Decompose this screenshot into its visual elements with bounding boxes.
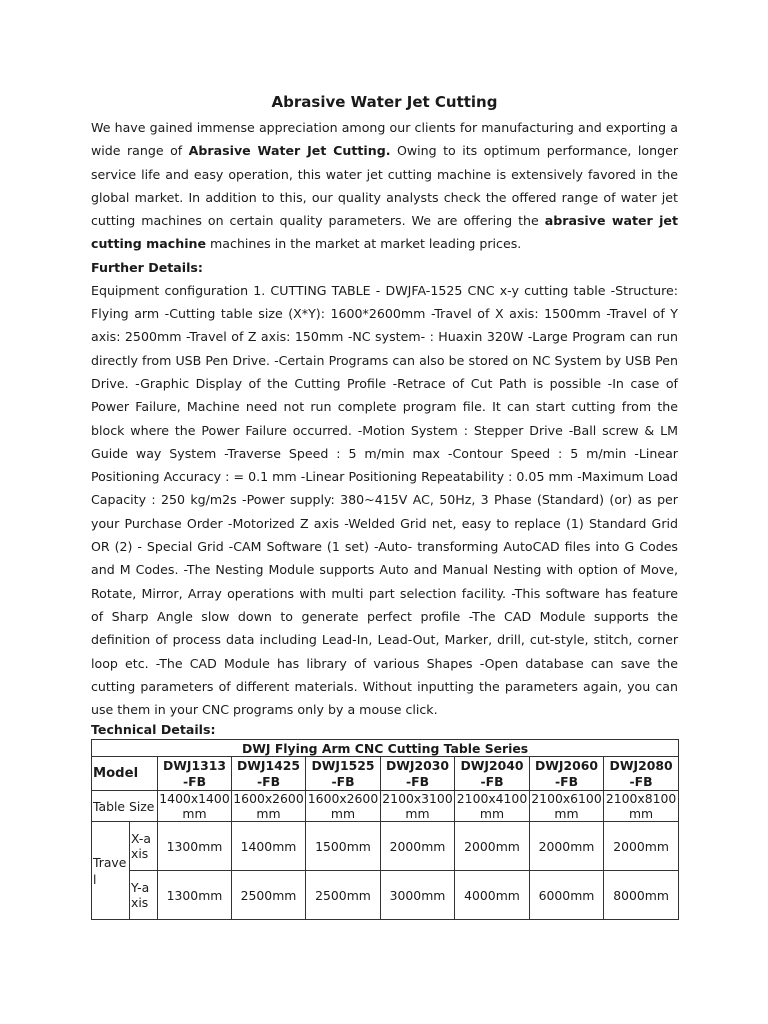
x-axis-label: X-axis — [130, 822, 158, 871]
intro-paragraph — [91, 116, 678, 256]
table-cell: 8000mm — [604, 871, 679, 920]
table-cell: DWJ1313 -FB — [158, 757, 232, 791]
table-cell: 1400mm — [232, 822, 306, 871]
table-cell: 1300mm — [158, 871, 232, 920]
table-cell: 2000mm — [381, 822, 455, 871]
further-details-heading: Further Details: — [91, 259, 203, 275]
spec-table — [91, 739, 679, 920]
table-cell: DWJ2080 -FB — [604, 757, 679, 791]
technical-details-heading: Technical Details: — [91, 722, 216, 738]
table-header-row — [92, 740, 679, 757]
intro-bold-2: abrasive water jet cutting machine — [91, 213, 678, 252]
table-cell: DWJ1525 -FB — [306, 757, 381, 791]
table-cell: 2500mm — [232, 871, 306, 920]
table-cell: 2100x6100 mm — [531, 791, 602, 822]
series-title: DWJ Flying Arm CNC Cutting Table Series — [92, 740, 679, 757]
table-cell: 2100x3100 mm — [382, 791, 453, 822]
table-cell: 2500mm — [306, 871, 381, 920]
table-cell: 1400x1400 mm — [159, 791, 230, 822]
travel-label: Travel — [92, 822, 130, 920]
y-axis-label: Y-axis — [130, 871, 158, 920]
table-cell: 1500mm — [306, 822, 381, 871]
table-cell: 1300mm — [158, 822, 232, 871]
table-cell: DWJ2060 -FB — [530, 757, 604, 791]
table-row — [92, 757, 679, 791]
intro-text-3: machines in the market at market leading prices. — [206, 236, 522, 252]
intro-bold-1: Abrasive Water Jet Cutting. — [188, 143, 391, 159]
table-cell: 4000mm — [455, 871, 530, 920]
table-cell: 2100x4100 mm — [455, 791, 530, 822]
table-cell: 2000mm — [530, 822, 604, 871]
further-details-paragraph: Equipment configuration 1. CUTTING TABLE - DWJFA-1525 CNC x-y cutting table -Structure: Flying arm -Cutting table size (X*Y): 1600*2600mm -Travel of X axis: 1500mm -Travel of Y axis: 2500mm -Travel of Z axis: 150mm -NC system- : Huaxin 320W -Large Program can run directly from USB Pen Drive. -Certain Programs can also be stored on NC System by USB Pen Drive. -Graphic Display of the Cutting Profile -Retrace of Cut Path is possible -In case of Power Failure, Machine need not run complete program file. It can start cutting from the block where the Power Failure occurred. -Motion System : Stepper Drive -Ball screw & LM Guide way System -Traverse Speed : 5 m/min max -Contour Speed : 5 m/min -Linear Positioning Accuracy : = 0.1 mm -Linear Positioning Repeatability : 0.05 mm -Maximum Load Capacity : 250 kg/m2s -Power supply: 380~415V AC, 50Hz, 3 Phase (Standard) (or) as per your Purchase Order -Motorized Z axis -Welded Grid net, easy to replace (1) Standard Grid OR (2) - Special Grid -CAM Software (1 set) -Auto- transforming AutoCAD files into G Codes and M Codes. -The Nesting Module supports Auto and Manual Nesting with option of Move, Rotate, Mirror, Array operations with multi part selection facility. -This software has feature of Sharp Angle slow down to generate perfect profile -The CAD Module supports the definition of process data including Lead-In, Lead-Out, Marker, drill, cut-style, stitch, corner loop etc. -The CAD Module has library of various Shapes -Open database can save the cutting parameters of different materials. Without inputting the parameters again, you can use them in your CNC programs only by a mouse click. — [91, 282, 678, 718]
table-cell: 2000mm — [455, 822, 530, 871]
table-cell: 1600x2600 mm — [306, 791, 381, 822]
table-cell: 1600x2600 mm — [233, 791, 304, 822]
table-cell: DWJ2030 -FB — [381, 757, 455, 791]
table-size-label: Table Size — [92, 791, 158, 822]
page-title: Abrasive Water Jet Cutting — [271, 93, 498, 111]
table-cell: DWJ1425 -FB — [232, 757, 306, 791]
table-cell: 2100x8100 mm — [604, 791, 679, 822]
model-label: Model — [92, 757, 158, 791]
table-cell: 6000mm — [530, 871, 604, 920]
intro-text-1: We have gained immense appreciation among our clients for manufacturing and exporting a wide range of — [91, 120, 678, 159]
document-page — [91, 92, 678, 920]
table-row — [92, 791, 679, 822]
intro-text-2: Owing to its optimum performance, longer service life and easy operation, this water jet cutting machine is extensively favored in the global market. In addition to this, our quality analysts check the offered range of water jet cutting machines on certain quality parameters. We are offering the — [91, 143, 678, 229]
table-cell: 2000mm — [604, 822, 679, 871]
table-cell: 3000mm — [381, 871, 455, 920]
table-row — [92, 822, 679, 871]
table-row — [92, 871, 679, 920]
table-cell: DWJ2040 -FB — [455, 757, 530, 791]
